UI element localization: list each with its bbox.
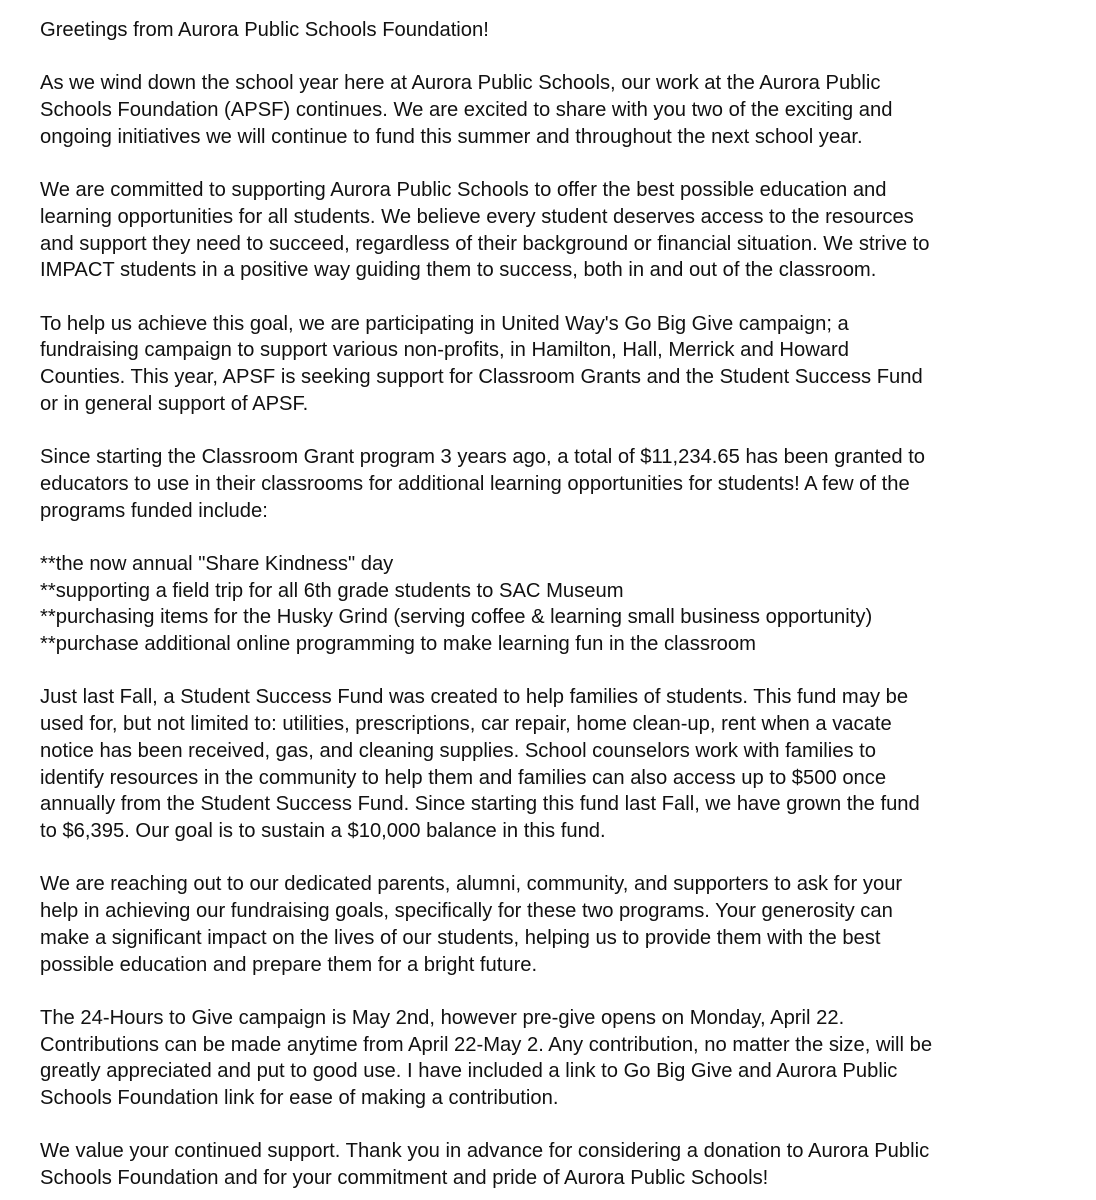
campaign-line: or in general support of APSF. [40, 392, 309, 415]
success-fund-line: to $6,395. Our goal is to sustain a $10,000 balance in this fund. [40, 820, 606, 842]
outreach-paragraph [40, 871, 1056, 978]
campaign-line: Counties. This year, APSF is seeking support for Classroom Grants and the Student Success Fund [40, 366, 923, 389]
commitment-line: and support they need to succeed, regardless of their background or financial situation. We strive to [40, 232, 930, 255]
grants-line: educators to use in their classrooms for additional learning opportunities for students! A few of the [40, 472, 910, 495]
outreach-line: make a significant impact on the lives of our students, helping us to provide them with the best [40, 926, 881, 949]
intro-line: ongoing initiatives we will continue to fund this summer and throughout the next school year. [40, 125, 863, 148]
closing-line: Schools Foundation and for your commitment and pride of Aurora Public Schools! [40, 1167, 769, 1190]
success-fund-line: annually from the Student Success Fund. Since starting this fund last Fall, we have grown the fund [40, 793, 920, 816]
success-fund-line: Just last Fall, a Student Success Fund was created to help families of students. This fund may be [40, 686, 909, 709]
commitment-line: learning opportunities for all students. We believe every student deserves access to the resources [40, 205, 914, 228]
commitment-line: We are committed to supporting Aurora Public Schools to offer the best possible education and [40, 179, 887, 202]
dates-line: Schools Foundation link for ease of making a contribution. [40, 1087, 559, 1109]
greeting-paragraph [40, 17, 1056, 44]
campaign-line: To help us achieve this goal, we are participating in United Way's Go Big Give campaign; a [40, 312, 849, 335]
dates-paragraph [40, 1005, 1056, 1112]
success-fund-line: identify resources in the community to help them and families can also access up to $500 once [40, 766, 887, 789]
grants-line: Since starting the Classroom Grant program 3 years ago, a total of $11,234.65 has been granted to [40, 446, 926, 469]
intro-line: As we wind down the school year here at Aurora Public Schools, our work at the Aurora Public [40, 72, 881, 95]
grants-paragraph [40, 444, 1056, 524]
program-item: **purchasing items for the Husky Grind (serving coffee & learning small business opportunity) [40, 606, 873, 629]
success-fund-line: notice has been received, gas, and cleaning supplies. School counselors work with families to [40, 739, 877, 762]
success-fund-line: used for, but not limited to: utilities, prescriptions, car repair, home clean-up, rent when a vacate [40, 713, 892, 736]
program-item: **supporting a field trip for all 6th grade students to SAC Museum [40, 579, 624, 602]
grants-line: programs funded include: [40, 499, 268, 522]
outreach-line: We are reaching out to our dedicated parents, alumni, community, and supporters to ask for your [40, 873, 903, 896]
greeting-line: Greetings from Aurora Public Schools Foundation! [40, 19, 489, 41]
dates-line: Contributions can be made anytime from April 22-May 2. Any contribution, no matter the size, will be [40, 1033, 933, 1056]
intro-paragraph [40, 70, 1056, 150]
closing-paragraph [40, 1138, 1056, 1191]
campaign-paragraph [40, 311, 1056, 418]
programs-list [40, 551, 1056, 658]
program-item: **purchase additional online programming to make learning fun in the classroom [40, 633, 756, 656]
program-item: **the now annual "Share Kindness" day [40, 552, 394, 575]
success-fund-paragraph [40, 684, 1056, 844]
outreach-line: help in achieving our fundraising goals, specifically for these two programs. Your generosity can [40, 900, 893, 923]
commitment-line: IMPACT students in a positive way guiding them to success, both in and out of the classroom. [40, 259, 877, 282]
closing-line: We value your continued support. Thank you in advance for considering a donation to Aurora Public [40, 1140, 930, 1163]
campaign-line: fundraising campaign to support various non-profits, in Hamilton, Hall, Merrick and Howard [40, 339, 849, 362]
dates-line: greatly appreciated and put to good use. I have included a link to Go Big Give and Aurora Public [40, 1060, 898, 1083]
dates-line: The 24-Hours to Give campaign is May 2nd, however pre-give opens on Monday, April 22. [40, 1006, 845, 1029]
commitment-paragraph [40, 177, 1056, 284]
intro-line: Schools Foundation (APSF) continues. We are excited to share with you two of the exciting and [40, 99, 893, 122]
outreach-line: possible education and prepare them for a bright future. [40, 953, 538, 976]
